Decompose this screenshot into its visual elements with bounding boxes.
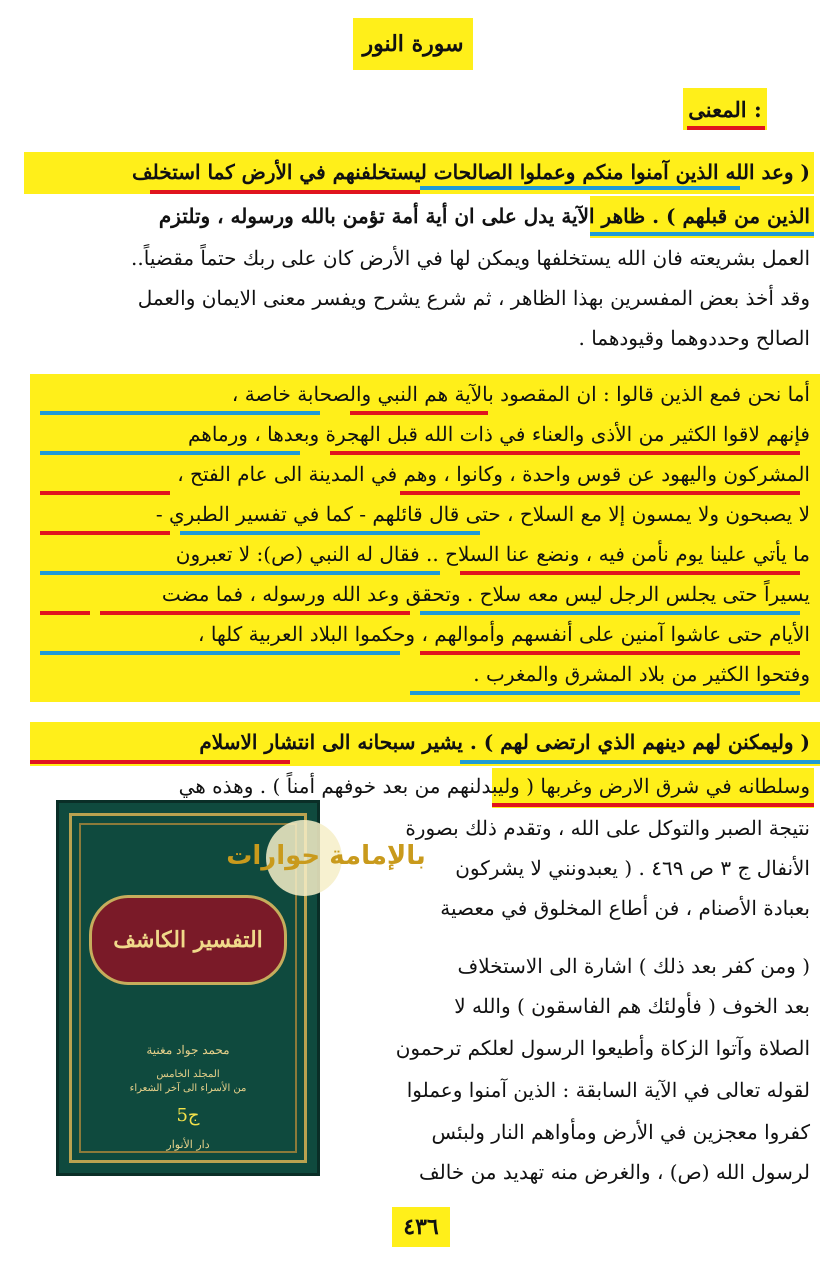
underline-red [687, 126, 765, 130]
underline-red [350, 411, 488, 415]
underline-blue [40, 571, 440, 575]
body-line: الصالح وحددوهما وقيودهما . [578, 326, 810, 350]
cover-volume-number: ج5 [176, 1105, 200, 1126]
cover-volume [59, 1068, 317, 1096]
underline-red [40, 531, 170, 535]
underline-blue [180, 531, 480, 535]
underline-blue [590, 232, 814, 236]
underline-blue [460, 760, 820, 764]
body-line: المشركون واليهود عن قوس واحدة ، وكانوا ، وهم في المدينة الى عام الفتح ، [177, 462, 810, 486]
underline-red [420, 651, 800, 655]
body-line: بعد الخوف ( فأولئك هم الفاسقون ) والله لا [454, 994, 810, 1018]
body-line: نتيجة الصبر والتوكل على الله ، وتقدم ذلك بصورة [405, 816, 810, 840]
cover-volume-line1: المجلد الخامس [156, 1069, 220, 1080]
underline-blue [420, 186, 740, 190]
body-line: ( ومن كفر بعد ذلك ) اشارة الى الاستخلاف [457, 954, 810, 978]
underline-red [40, 491, 170, 495]
underline-red [100, 611, 410, 615]
body-line: الأيام حتى عاشوا آمنين على أنفسهم وأموالهم ، وحكموا البلاد العربية كلها ، [198, 622, 810, 646]
cover-author: محمد جواد مغنية [146, 1043, 230, 1057]
underline-red [492, 803, 814, 807]
underline-red [30, 760, 290, 764]
body-line: الصلاة وآتوا الزكاة وأطيعوا الرسول لعلكم ترحمون [395, 1036, 810, 1060]
underline-red [330, 451, 800, 455]
body-line: لقوله تعالى في الآية السابقة : الذين آمنوا وعملوا [406, 1078, 810, 1102]
underline-blue [420, 611, 800, 615]
underline-red [400, 491, 800, 495]
body-line: وسلطانه في شرق الارض وغربها ( وليبدلنهم من بعد خوفهم أمناً ) . وهذه هي [178, 774, 810, 798]
body-line: ما يأتي علينا يوم نأمن فيه ، ونضع عنا السلاح .. فقال له النبي (ص): لا تعبرون [175, 542, 810, 566]
body-line: أما نحن فمع الذين قالوا : ان المقصود بالآية هم النبي والصحابة خاصة ، [231, 382, 810, 406]
cover-volume-line2: من الأسراء الى آخر الشعراء [129, 1083, 247, 1094]
body-line: وفتحوا الكثير من بلاد المشرق والمغرب . [473, 662, 810, 686]
underline-red [150, 190, 420, 194]
body-line: بعبادة الأصنام ، فن أطاع المخلوق في معصية [440, 896, 810, 920]
cover-publisher: دار الأنوار [166, 1138, 210, 1151]
underline-blue [40, 651, 400, 655]
body-line: الذين من قبلهم ) . ظاهر الآية يدل على ان أية أمة تؤمن بالله ورسوله ، وتلتزم [158, 204, 810, 228]
body-line: العمل بشريعته فان الله يستخلفها ويمكن لها في الأرض كان على ربك حتماً مقضياً.. [131, 246, 810, 270]
surah-title: سورة النور [353, 18, 473, 70]
body-line: الأنفال ج ٣ ص ٤٦٩ . ( يعبدونني لا يشركون [455, 856, 810, 880]
meaning-label: المعنى : [683, 88, 767, 130]
body-line: لرسول الله (ص) ، والغرض منه تهديد من خالف [418, 1160, 810, 1184]
body-line: فإنهم لاقوا الكثير من الأذى والعناء في ذات الله قبل الهجرة وبعدها ، ورماهم [187, 422, 810, 446]
body-line: ( وليمكنن لهم دينهم الذي ارتضى لهم ) . يشير سبحانه الى انتشار الاسلام [199, 730, 810, 754]
underline-blue [40, 451, 300, 455]
cover-title: التفسير الكاشف [89, 895, 287, 985]
underline-red [40, 611, 90, 615]
body-line: ( وعد الله الذين آمنوا منكم وعملوا الصالحات ليستخلفنهم في الأرض كما استخلف [131, 160, 810, 184]
page-number: ٤٣٦ [392, 1207, 450, 1247]
body-line: لا يصبحون ولا يمسون إلا مع السلاح ، حتى قال قائلهم - كما في تفسير الطبري - [155, 502, 810, 526]
body-line: كفروا معجزين في الأرض ومأواهم النار ولبئس [431, 1120, 810, 1144]
watermark-logo [226, 812, 426, 922]
underline-red [460, 571, 800, 575]
watermark-text: بالإمامة حوارات [226, 841, 426, 871]
underline-blue [40, 411, 320, 415]
body-line: يسيراً حتى يجلس الرجل ليس معه سلاح . وتحقق وعد الله ورسوله ، فما مضت [161, 582, 810, 606]
underline-blue [410, 691, 800, 695]
body-line: وقد أخذ بعض المفسرين بهذا الظاهر ، ثم شرع يشرح ويفسر معنى الايمان والعمل [137, 286, 810, 310]
